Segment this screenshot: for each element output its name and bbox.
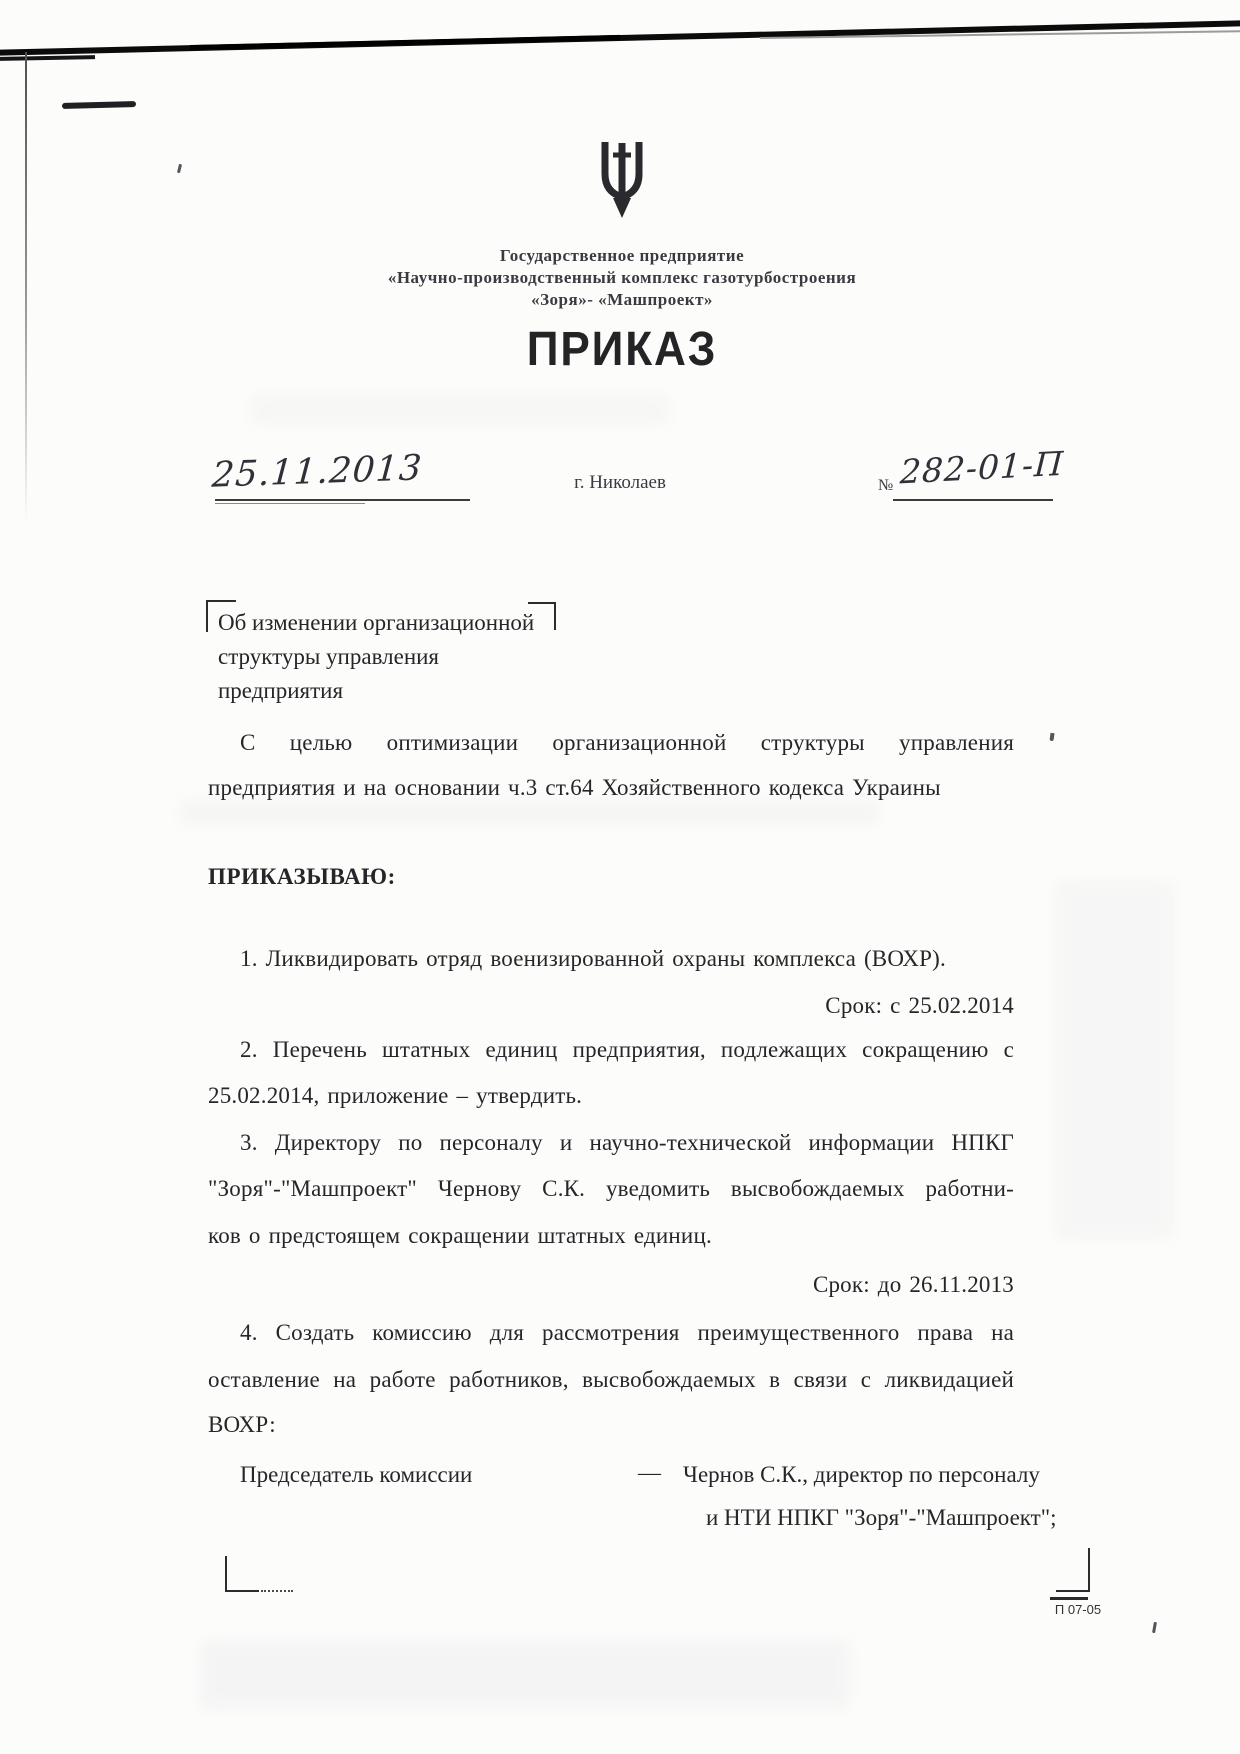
order-item-2-line: 2. Перечень штатных единиц предприятия, подлежащих сокращению с [240, 1037, 1014, 1062]
scan-smudge [200, 1640, 850, 1710]
scan-dash-mark [62, 101, 136, 109]
bottom-left-corner-mark [225, 1590, 259, 1592]
bottom-left-corner-mark [225, 1556, 227, 1592]
footer-code-underline [1050, 1597, 1088, 1600]
order-item-3-line: 3. Директору по персоналу и научно-технической информации НПКГ [240, 1130, 1014, 1155]
scan-edge-left-segment [0, 55, 95, 61]
subject-block [218, 606, 548, 708]
document-title: ПРИКАЗ [526, 323, 718, 376]
order-item-4-line: 4. Создать комиссию для рассмотрения преимущественного права на [240, 1320, 1014, 1345]
commission-role: Председатель комиссии [240, 1462, 473, 1487]
bottom-left-corner-dots [261, 1590, 293, 1592]
order-item-4-line: оставление на работе работников, высвобождаемых в связи с ликвидацией [208, 1367, 1014, 1392]
deadline-item-1: Срок: с 25.02.2014 [825, 993, 1014, 1018]
commission-dash: — [638, 1460, 661, 1485]
order-keyword: ПРИКАЗЫВАЮ: [208, 864, 396, 889]
ukraine-trident-emblem-icon [596, 138, 648, 220]
page-edge-line [25, 52, 27, 522]
number-sign-label: № [878, 477, 894, 494]
org-name-line2: «Научно-производственный комплекс газотурбостроения [387, 268, 857, 287]
scan-speck [1049, 733, 1054, 741]
subject-line1: Об изменении организационной [218, 610, 535, 635]
scan-edge-band [0, 19, 1240, 56]
date-underline [215, 499, 470, 501]
form-code: П 07-05 [1054, 1602, 1102, 1617]
scan-smudge [1055, 880, 1175, 1240]
bottom-right-corner-mark [1056, 1590, 1090, 1592]
scan-smudge [180, 800, 880, 826]
order-item-3-line: ков о предстоящем сокращении штатных единиц. [208, 1223, 712, 1248]
order-item-3-line: "Зоря"-"Машпроект" Чернову С.К. уведомить высвобождаемых работни- [208, 1176, 1014, 1201]
date-underline-secondary [215, 503, 365, 504]
scan-speck [1152, 1622, 1157, 1633]
commission-person-line1: Чернов С.К., директор по персоналу [683, 1462, 1040, 1487]
org-name-line1: Государственное предприятие [499, 246, 745, 265]
subject-line2: структуры управления предприятия [218, 644, 440, 703]
order-item-1: 1. Ликвидировать отряд военизированной охраны комплекса (ВОХР). [240, 946, 946, 971]
handwritten-order-number: 282-01-П [899, 443, 1065, 492]
scan-smudge [250, 395, 670, 425]
handwritten-date: 25.11.2013 [210, 448, 424, 496]
number-underline [893, 499, 1053, 501]
intro-line: С целью оптимизации организационной структуры управления [240, 730, 1014, 755]
commission-person-line2: и НТИ НПКГ "Зоря"-"Машпроект"; [706, 1505, 1057, 1530]
scan-speck [177, 164, 182, 173]
intro-line: предприятия и на основании ч.3 ст.64 Хозяйственного кодекса Украины [208, 775, 941, 800]
org-name-line3: «Зоря»- «Машпроект» [531, 290, 713, 309]
order-item-4-line: ВОХР: [208, 1412, 276, 1437]
deadline-item-3: Срок: до 26.11.2013 [812, 1272, 1014, 1297]
order-item-2-line: 25.02.2014, приложение – утвердить. [208, 1083, 583, 1108]
city-label: г. Николаев [574, 472, 666, 493]
bottom-right-corner-mark [1088, 1548, 1090, 1592]
